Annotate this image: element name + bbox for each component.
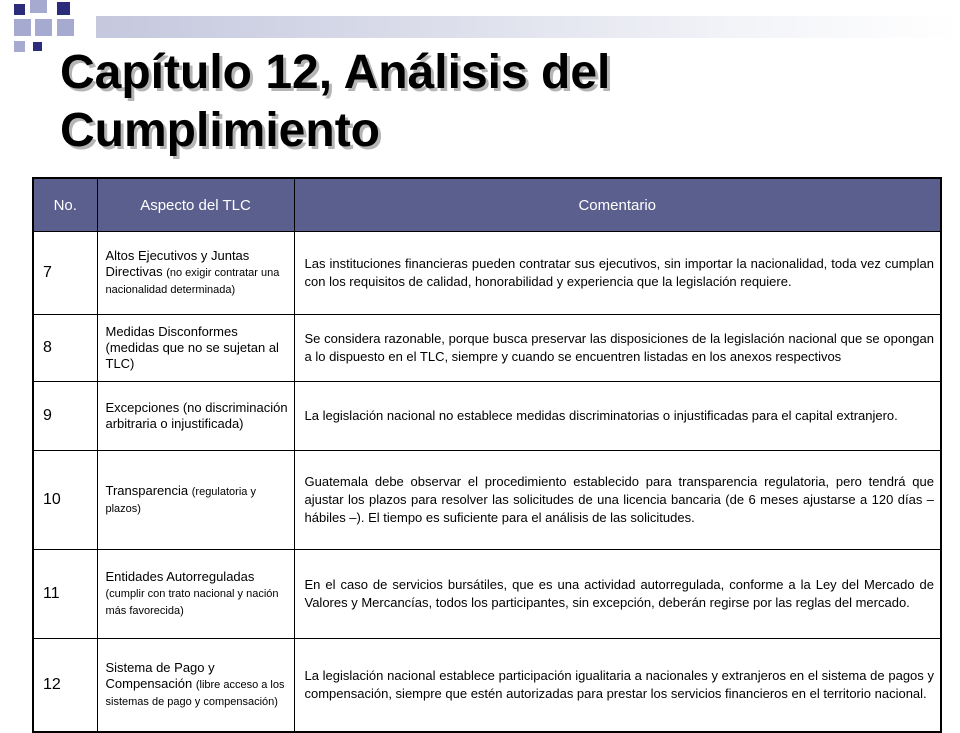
row-number: 11	[33, 550, 97, 639]
aspect-main: Transparencia	[105, 483, 189, 498]
row-comment: En el caso de servicios bursátiles, que es una actividad autorregulada, conforme a la Ley del Mercado de Valores y Mercancías, todos los participantes, sin excepción, deberán regirse por las reglas del mercado.	[294, 550, 941, 639]
header-no: No.	[33, 178, 97, 232]
decor-square-dark-1	[14, 4, 25, 15]
decor-square-light-4	[57, 19, 74, 36]
row-comment: Las instituciones financieras pueden contratar sus ejecutivos, sin importar la nacionalidad, toda vez cumplan con los requisitos de calidad, honorabilidad y experiencia que la legislación requiere.	[294, 232, 941, 315]
aspect-note: (cumplir con trato nacional y nación más favorecida)	[105, 588, 279, 617]
header-aspect: Aspecto del TLC	[97, 178, 294, 232]
table-row	[33, 232, 941, 315]
row-aspect	[97, 382, 294, 451]
row-number: 8	[33, 315, 97, 382]
aspect-note: (regulatoria y plazos)	[105, 486, 256, 515]
row-comment: Guatemala debe observar el procedimiento establecido para transparencia regulatoria, pero tendrá que ajustar los plazos para resolver las solicitudes de una licencia bancaria (de 6 meses ajustarse a 120 días – hábiles –). El tiempo es suficiente para el análisis de las solicitudes.	[294, 451, 941, 550]
row-number: 7	[33, 232, 97, 315]
table-row	[33, 315, 941, 382]
row-aspect	[97, 451, 294, 550]
compliance-table	[32, 177, 942, 733]
row-aspect	[97, 639, 294, 733]
decor-square-dark-3	[33, 42, 42, 51]
decor-square-light-1	[30, 0, 47, 13]
decor-square-light-3	[35, 19, 52, 36]
aspect-main: Sistema de Pago y Compensación	[105, 660, 215, 691]
table-header-row	[33, 178, 941, 232]
header-gradient-bar	[96, 16, 960, 38]
aspect-main: Altos Ejecutivos y Juntas Directivas	[105, 248, 250, 279]
decor-square-dark-2	[57, 2, 70, 15]
row-comment: La legislación nacional establece participación igualitaria a nacionales y extranjeros en el sistema de pagos y compensación, siempre que estén autorizadas para prestar los servicios financieros en el territorio nacional.	[294, 639, 941, 733]
row-number: 12	[33, 639, 97, 733]
header-comment: Comentario	[294, 178, 941, 232]
row-aspect	[97, 550, 294, 639]
row-aspect	[97, 232, 294, 315]
row-aspect	[97, 315, 294, 382]
table-row	[33, 451, 941, 550]
row-number: 10	[33, 451, 97, 550]
aspect-main: Medidas Disconformes (medidas que no se sujetan al TLC)	[105, 323, 279, 371]
aspect-main: Excepciones (no discriminación arbitraria o injustificada)	[105, 399, 288, 431]
slide-title: Capítulo 12, Análisis del Cumplimiento	[60, 46, 611, 157]
row-comment: La legislación nacional no establece medidas discriminatorias o injustificadas para el capital extranjero.	[294, 382, 941, 451]
decor-square-light-2	[14, 19, 31, 36]
aspect-note: (libre acceso a los sistemas de pago y compensación)	[105, 679, 285, 708]
table-row	[33, 550, 941, 639]
table-row	[33, 639, 941, 733]
aspect-main: Entidades Autorreguladas	[105, 569, 255, 584]
aspect-note: (no exigir contratar una nacionalidad determinada)	[105, 267, 280, 296]
row-number: 9	[33, 382, 97, 451]
table-row	[33, 382, 941, 451]
row-comment: Se considera razonable, porque busca preservar las disposiciones de la legislación nacional que se opongan a lo dispuesto en el TLC, siempre y cuando se encuentren listadas en los anexos respectivos	[294, 315, 941, 382]
decor-square-light-5	[14, 41, 25, 52]
